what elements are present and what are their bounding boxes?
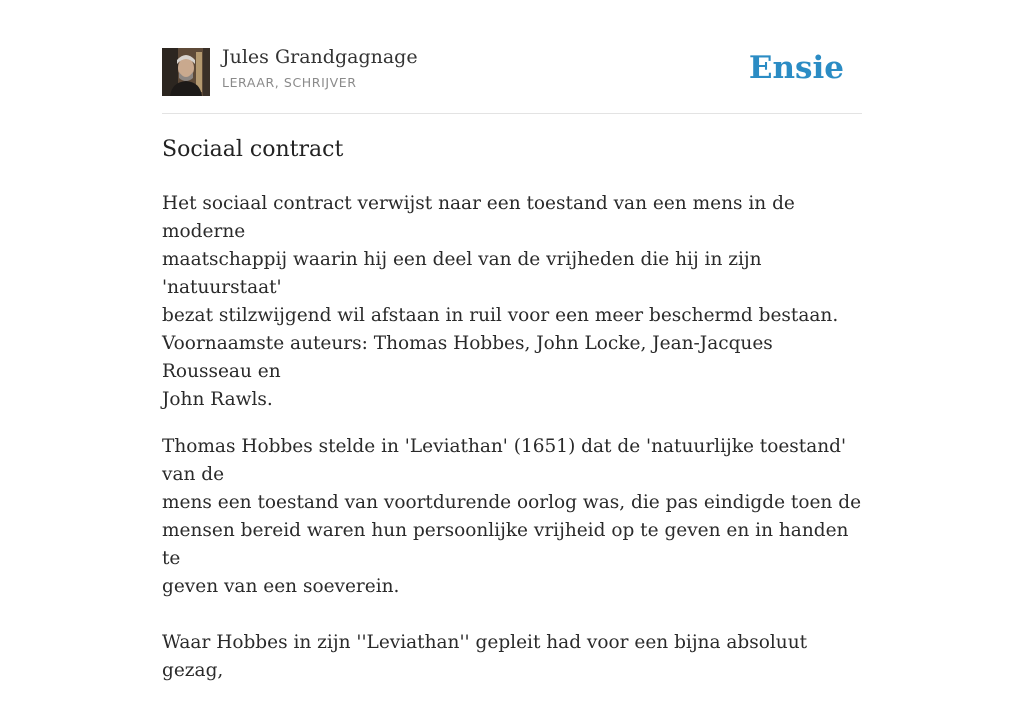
avatar-photo-icon <box>162 48 210 96</box>
ensie-logo-link[interactable]: Ensie <box>748 50 844 86</box>
header <box>162 44 862 114</box>
author-role: LERAAR, SCHRIJVER <box>222 75 357 90</box>
author-name[interactable]: Jules Grandgagnage <box>222 46 418 68</box>
article-paragraph-1: Het sociaal contract verwijst naar een toestand van een mens in de moderne maatschappij waarin hij een deel van de vrijheden die hij in zijn 'natuurstaat' bezat stilzwijgend wil afstaan in ruil voor een meer beschermd bestaan. Voornaamste auteurs: Thomas Hobbes, John Locke, Jean-Jacques Rousseau en John Rawls. <box>162 193 839 410</box>
author-avatar[interactable] <box>162 48 210 96</box>
article-body <box>162 190 862 704</box>
article-title: Sociaal contract <box>162 137 344 162</box>
article-paragraph-2: Thomas Hobbes stelde in 'Leviathan' (1651) dat de 'natuurlijke toestand' van de mens een toestand van voortdurende oorlog was, die pas eindigde toen de mensen bereid waren hun persoonlijke vrijheid op te geven en in handen te geven van een soeverein. Waar Hobbes in zijn ''Leviathan'' gepleit had voor een bijna absoluut gezag, <box>162 436 862 681</box>
